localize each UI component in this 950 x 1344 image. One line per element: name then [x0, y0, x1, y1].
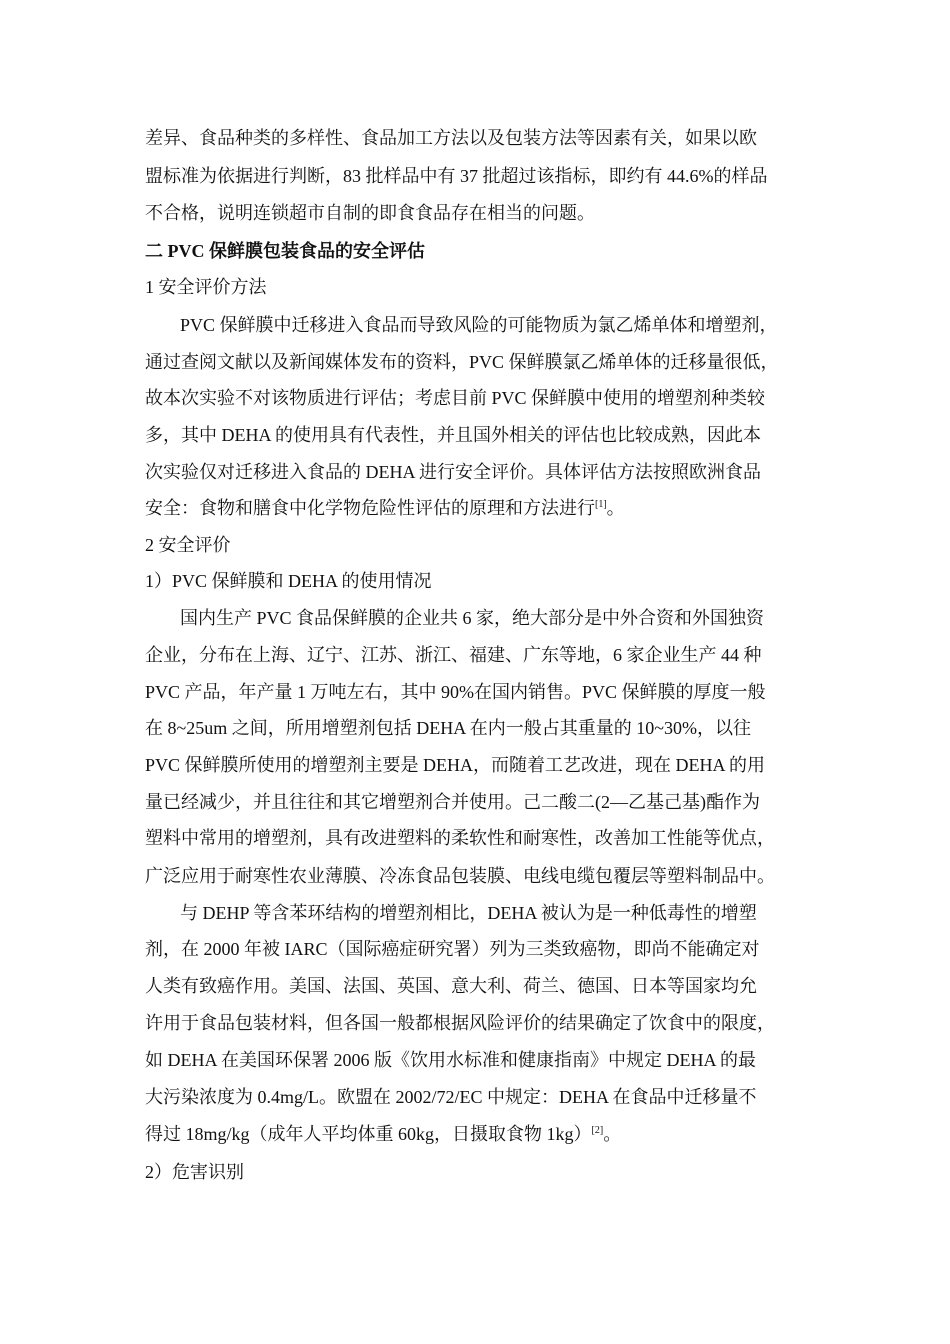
body-text: 得过 18mg/kg（成年人平均体重 60kg，日摄取食物 1kg）: [145, 1124, 592, 1144]
body-text-line: 人类有致癌作用。美国、法国、英国、意大利、荷兰、德国、日本等国家均允: [145, 976, 757, 996]
body-text-line: 多，其中 DEHA 的使用具有代表性，并且国外相关的评估也比较成熟，因此本: [145, 425, 761, 445]
body-text-line: 差异、食品种类的多样性、食品加工方法以及包装方法等因素有关，如果以欧: [145, 128, 757, 148]
body-text-line: 广泛应用于耐寒性农业薄膜、冷冻食品包装膜、电线电缆包覆层等塑料制品中。: [145, 866, 775, 886]
body-text-line: 与 DEHP 等含苯环结构的增塑剂相比，DEHA 被认为是一种低毒性的增塑: [180, 903, 757, 923]
body-text-line: 国内生产 PVC 食品保鲜膜的企业共 6 家，绝大部分是中外合资和外国独资: [180, 608, 765, 628]
body-text-line: 次实验仅对迁移进入食品的 DEHA 进行安全评价。具体评估方法按照欧洲食品: [145, 462, 761, 482]
citation-ref-1[interactable]: [1]: [595, 499, 607, 510]
body-text-line: 故本次实验不对该物质进行评估；考虑目前 PVC 保鲜膜中使用的增塑剂种类较: [145, 388, 766, 408]
citation-ref-2[interactable]: [2]: [591, 1125, 604, 1136]
section-heading: 二 PVC 保鲜膜包装食品的安全评估: [145, 241, 425, 261]
body-text-line: PVC 产品，年产量 1 万吨左右，其中 90%在国内销售。PVC 保鲜膜的厚度一般: [145, 682, 766, 702]
body-text-line: 量已经减少，并且往往和其它增塑剂合并使用。己二酸二(2—乙基己基)酯作为: [145, 792, 760, 812]
body-text-line: 如 DEHA 在美国环保署 2006 版《饮用水标准和健康指南》中规定 DEHA 的最: [145, 1050, 756, 1070]
sub-item-heading: 2）危害识别: [145, 1162, 244, 1182]
body-text-line-with-citation: [145, 496, 625, 520]
sub-item-heading: 1）PVC 保鲜膜和 DEHA 的使用情况: [145, 571, 432, 591]
body-text-line: 通过查阅文献以及新闻媒体发布的资料，PVC 保鲜膜氯乙烯单体的迁移量很低，: [145, 352, 779, 372]
body-text-line-with-citation: [145, 1122, 621, 1146]
body-text-line: 大污染浓度为 0.4mg/L。欧盟在 2002/72/EC 中规定：DEHA 在食品中迁移量不: [145, 1087, 757, 1107]
body-text-line: 不合格，说明连锁超市自制的即食食品存在相当的问题。: [145, 203, 595, 223]
body-text-line: PVC 保鲜膜所使用的增塑剂主要是 DEHA，而随着工艺改进，现在 DEHA 的用: [145, 755, 766, 775]
body-text-line: PVC 保鲜膜中迁移进入食品而导致风险的可能物质为氯乙烯单体和增塑剂，: [180, 315, 778, 335]
body-text-line: 盟标准为依据进行判断，83 批样品中有 37 批超过该指标，即约有 44.6%的样品: [145, 166, 768, 186]
subsection-heading: 1 安全评价方法: [145, 277, 267, 297]
sentence-period: 。: [603, 1124, 622, 1144]
body-text-line: 塑料中常用的增塑剂，具有改进塑料的柔软性和耐寒性，改善加工性能等优点，: [145, 828, 775, 848]
body-text-line: 企业，分布在上海、辽宁、江苏、浙江、福建、广东等地，6 家企业生产 44 种: [145, 645, 762, 665]
body-text-line: 剂，在 2000 年被 IARC（国际癌症研究署）列为三类致癌物，即尚不能确定对: [145, 939, 760, 959]
subsection-heading: 2 安全评价: [145, 535, 231, 555]
sentence-period: 。: [606, 498, 625, 518]
body-text-line: 在 8~25um 之间，所用增塑剂包括 DEHA 在内一般占其重量的 10~30%，以往: [145, 718, 751, 738]
body-text: 安全：食物和膳食中化学物危险性评估的原理和方法进行: [145, 498, 595, 518]
body-text-line: 许用于食品包装材料，但各国一般都根据风险评价的结果确定了饮食中的限度，: [145, 1013, 775, 1033]
